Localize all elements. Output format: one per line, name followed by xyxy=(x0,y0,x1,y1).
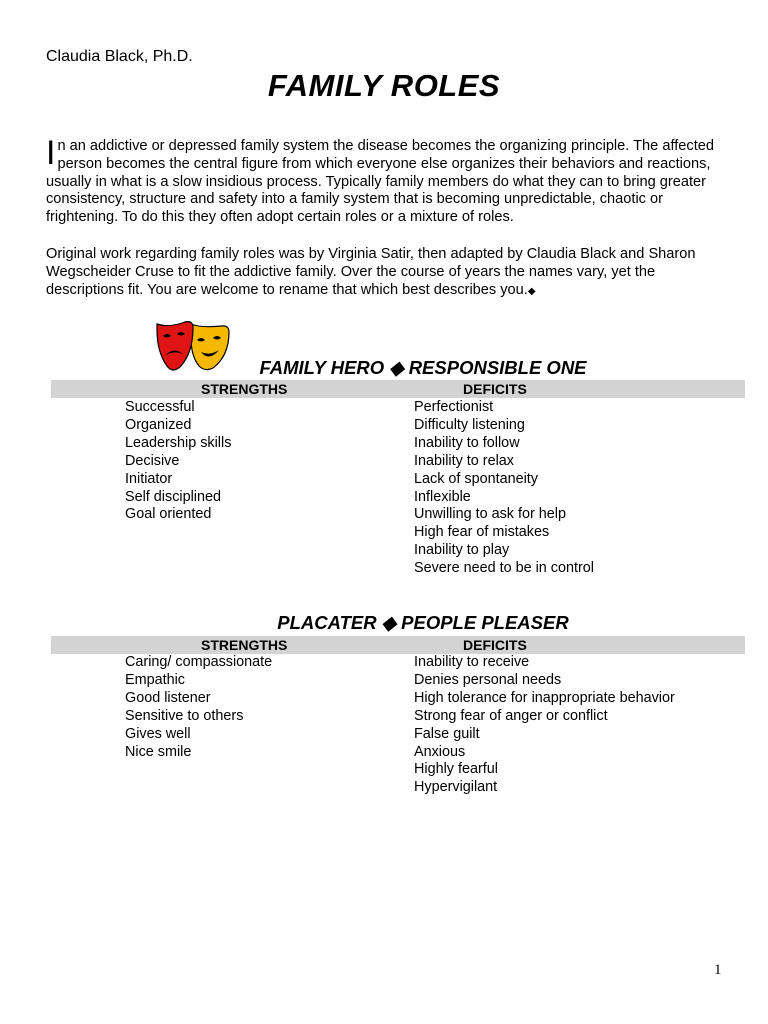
strengths-heading: STRENGTHS xyxy=(201,381,288,397)
list-item: Unwilling to ask for help xyxy=(414,506,566,523)
origin-paragraph-text: Original work regarding family roles was by Virginia Satir, then adapted by Claudia Black and Sharon Wegscheider Cruse to fit the addictive family. Over the course of years the names vary, yet the descriptions fit. You are welcome to rename that which best describes you. xyxy=(46,246,696,298)
list-item: Empathic xyxy=(125,671,185,688)
list-item: Highly fearful xyxy=(414,761,498,778)
list-item: False guilt xyxy=(414,725,480,742)
list-item: Gives well xyxy=(125,725,191,742)
section-title-placater: PLACATER ◆ PEOPLE PLEASER xyxy=(277,612,569,633)
list-item: Caring/ compassionate xyxy=(125,654,273,670)
list-item: High tolerance for inappropriate behavior xyxy=(414,689,675,706)
list-item: Severe need to be in control xyxy=(414,560,595,577)
list-item: Leadership skills xyxy=(125,434,232,451)
list-item: Difficulty listening xyxy=(414,416,525,433)
strengths-list xyxy=(125,654,272,761)
list-item: Successful xyxy=(125,399,195,415)
list-item: Inability to receive xyxy=(414,654,530,670)
list-item: Inability to relax xyxy=(414,452,514,469)
end-diamond-icon: ◆ xyxy=(527,285,536,297)
list-item: Anxious xyxy=(414,743,466,760)
intro-paragraph xyxy=(46,134,736,227)
list-item: Initiator xyxy=(125,470,173,487)
intro-paragraph-text: n an addictive or depressed family system the disease becomes the organizing principle. The affected person becomes the central figure from which everyone else organizes their behaviors and reactions, usually in what is a slow insidious process. Typically family members do what they can to bring greater consistency, structure and safety into a family system that is becoming unpredictable, chaotic or frightening. To do this they often adopt certain roles or a mixture of roles. xyxy=(46,138,715,226)
list-item: Nice smile xyxy=(125,743,192,760)
list-item: Organized xyxy=(125,416,192,433)
deficits-list xyxy=(414,399,594,578)
list-item: Decisive xyxy=(125,452,180,469)
deficits-heading: DEFICITS xyxy=(463,637,527,653)
list-item: Inability to follow xyxy=(414,434,520,451)
list-item: Perfectionist xyxy=(414,399,494,415)
page-title: FAMILY ROLES xyxy=(267,68,501,103)
list-item: High fear of mistakes xyxy=(414,524,550,541)
author-name: Claudia Black, Ph.D. xyxy=(46,48,193,65)
deficits-list xyxy=(414,654,675,797)
page-number: 1 xyxy=(714,962,722,978)
origin-paragraph xyxy=(46,246,736,300)
list-item: Inflexible xyxy=(414,488,471,505)
table-header xyxy=(51,636,745,654)
list-item: Inability to play xyxy=(414,542,510,559)
deficits-heading: DEFICITS xyxy=(463,381,527,397)
list-item: Hypervigilant xyxy=(414,779,498,796)
strengths-list xyxy=(125,399,231,524)
table-header xyxy=(51,380,745,398)
list-item: Good listener xyxy=(125,689,211,706)
list-item: Denies personal needs xyxy=(414,671,562,688)
list-item: Lack of spontaneity xyxy=(414,470,538,487)
list-item: Strong fear of anger or conflict xyxy=(414,707,608,724)
section-title-family-hero: FAMILY HERO ◆ RESPONSIBLE ONE xyxy=(259,357,587,378)
strengths-heading: STRENGTHS xyxy=(201,637,288,653)
list-item: Sensitive to others xyxy=(125,707,244,724)
list-item: Self disciplined xyxy=(125,488,221,505)
drop-cap: I xyxy=(46,134,56,172)
list-item: Goal oriented xyxy=(125,506,212,523)
